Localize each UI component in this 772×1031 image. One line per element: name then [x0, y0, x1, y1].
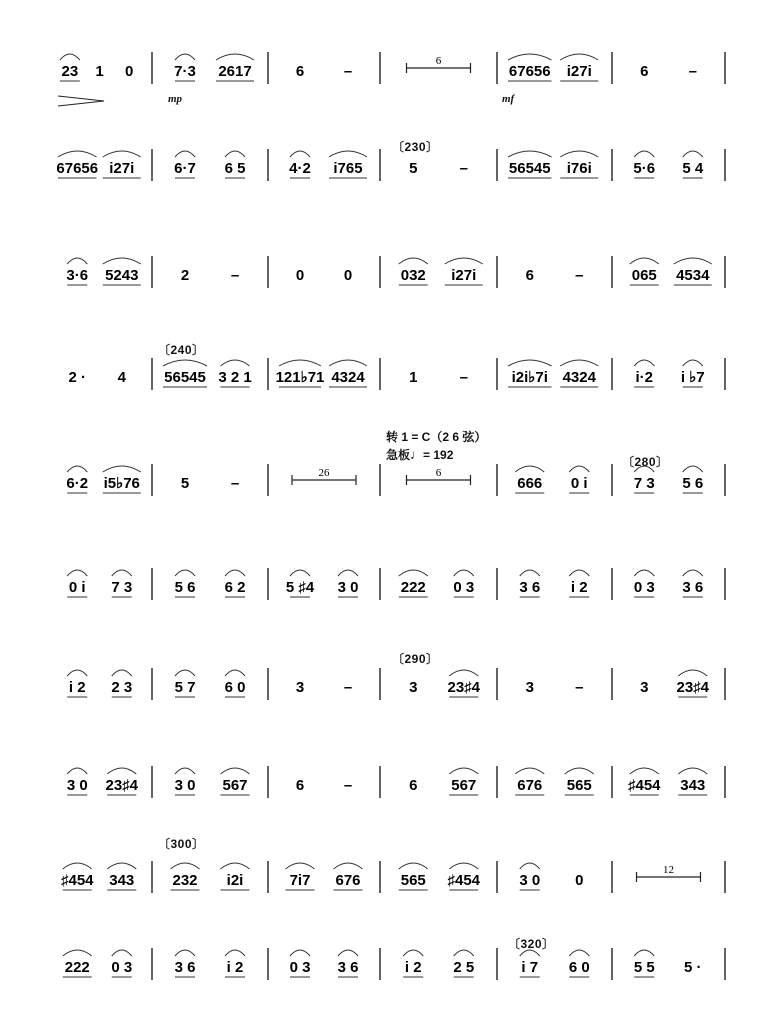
- dynamic-mp: mp: [168, 93, 183, 105]
- rehearsal-mark-300: 〔300〕: [158, 837, 205, 851]
- slur: [569, 950, 589, 956]
- note-group: i76i: [566, 160, 592, 177]
- note-group: 3 0: [174, 777, 196, 794]
- slur: [399, 570, 428, 576]
- note-group: 567: [222, 777, 248, 794]
- note-group: 56545: [164, 369, 206, 386]
- note-group: 3 6: [682, 579, 704, 596]
- rehearsal-mark-240: 〔240〕: [158, 343, 205, 357]
- slur: [445, 258, 483, 264]
- note-group: 5·6: [633, 160, 656, 177]
- note-group: i·2: [635, 369, 654, 386]
- note-group: 565: [400, 872, 426, 889]
- note-group: 121♭71: [275, 369, 325, 386]
- note-group: 5 ♯4: [285, 579, 315, 596]
- slur: [683, 360, 703, 366]
- slur: [454, 570, 474, 576]
- note-group: 0 i: [68, 579, 86, 596]
- slur: [329, 360, 367, 366]
- slur: [63, 950, 92, 956]
- note-group: 0: [343, 267, 353, 284]
- note-group: 3·6: [66, 267, 89, 284]
- slur: [569, 466, 589, 472]
- slur: [634, 151, 654, 157]
- slur: [338, 570, 358, 576]
- note-group: –: [343, 679, 353, 696]
- note-group: i765: [333, 160, 363, 177]
- note-group: 065: [631, 267, 657, 284]
- note-group: 6 2: [224, 579, 246, 596]
- slur: [286, 863, 315, 869]
- rehearsal-mark-290: 〔290〕: [392, 652, 439, 666]
- note-group: 3: [295, 679, 305, 696]
- multi-measure-rest: [292, 467, 356, 485]
- note-group: 3: [640, 679, 649, 696]
- quarter-note-icon: ♩: [410, 447, 424, 462]
- dynamic-mf: mf: [502, 93, 515, 105]
- slur: [63, 863, 92, 869]
- note-group: 23: [61, 63, 79, 80]
- note-group: 567: [451, 777, 477, 794]
- note-group: –: [343, 777, 353, 794]
- note-group: 4·2: [289, 160, 311, 177]
- slur: [67, 670, 87, 676]
- note-group: 5243: [105, 267, 139, 284]
- note-group: 7 3: [633, 475, 655, 492]
- tempo-label: [386, 446, 453, 463]
- note-group: 032: [400, 267, 426, 284]
- slur: [67, 768, 87, 774]
- slur: [329, 151, 367, 157]
- slur: [67, 466, 87, 472]
- note-group: –: [459, 369, 468, 386]
- note-group: i2i♭7i: [511, 369, 548, 386]
- slur: [515, 466, 544, 472]
- note-group: 6: [295, 63, 305, 80]
- note-group: –: [230, 475, 240, 492]
- note-group: 7·3: [174, 63, 196, 80]
- note-group: 2: [180, 267, 190, 284]
- note-group: 3 6: [519, 579, 541, 596]
- note-group: ♯454: [447, 872, 481, 889]
- note-group: i27i: [109, 160, 135, 177]
- note-group: 343: [680, 777, 706, 794]
- note-group: 666: [517, 475, 543, 492]
- note-group: 23♯4: [676, 679, 710, 696]
- slur: [508, 54, 552, 60]
- note-group: 0: [575, 872, 584, 889]
- note-group: 5 4: [682, 160, 704, 177]
- note-group: 2617: [218, 63, 252, 80]
- note-group: i ♭7: [680, 369, 705, 386]
- note-group: –: [688, 63, 697, 80]
- rest-count: 12: [663, 864, 674, 876]
- slur: [290, 151, 310, 157]
- note-group: 6 0: [568, 959, 590, 976]
- slur: [569, 570, 589, 576]
- slur: [674, 258, 712, 264]
- slur: [107, 768, 136, 774]
- slur: [225, 151, 245, 157]
- note-group: 676: [335, 872, 361, 889]
- note-group: 676: [517, 777, 543, 794]
- slur: [508, 151, 552, 157]
- note-group: 5 7: [174, 679, 196, 696]
- rest-count: 26: [318, 467, 330, 479]
- note-group: i 2: [68, 679, 86, 696]
- note-group: 3 0: [519, 872, 541, 889]
- note-group: 6: [295, 777, 305, 794]
- multi-measure-rest: [407, 467, 471, 485]
- score-system: [61, 861, 725, 893]
- note-group: 222: [400, 579, 426, 596]
- slur: [103, 258, 141, 264]
- note-group: 23♯4: [105, 777, 139, 794]
- multi-measure-rest: [637, 864, 701, 882]
- note-group: 0: [295, 267, 305, 284]
- note-group: 3 0: [337, 579, 359, 596]
- note-group: ♯454: [60, 872, 94, 889]
- slur: [175, 670, 195, 676]
- slur: [634, 570, 654, 576]
- slur: [58, 151, 97, 157]
- score-system: [60, 52, 725, 84]
- note-group: –: [230, 267, 240, 284]
- note-group: 232: [172, 872, 198, 889]
- note-group: i5♭76: [103, 475, 140, 492]
- slur: [221, 768, 250, 774]
- slur: [290, 950, 310, 956]
- note-group: 1: [409, 369, 418, 386]
- note-group: i 2: [404, 959, 422, 976]
- slur: [403, 950, 423, 956]
- note-group: 2 3: [111, 679, 133, 696]
- slur: [175, 950, 195, 956]
- decrescendo-hairpin: [58, 96, 104, 106]
- note-group: 6: [409, 777, 418, 794]
- note-group: i2i: [226, 872, 244, 889]
- slur: [221, 360, 250, 366]
- rehearsal-mark-320: 〔320〕: [508, 937, 555, 951]
- note-group: 4534: [676, 267, 710, 284]
- rest-count: 6: [435, 467, 442, 479]
- note-group: 56545: [508, 160, 551, 177]
- note-group: 4324: [562, 369, 596, 386]
- score-system: [66, 256, 725, 288]
- slur: [107, 863, 136, 869]
- note-group: 2 ·: [68, 369, 87, 386]
- note-group: 5 6: [682, 475, 704, 492]
- score-system: [67, 766, 725, 798]
- slur: [290, 570, 310, 576]
- note-group: –: [575, 267, 584, 284]
- score-system: [67, 568, 725, 600]
- note-group: 3: [409, 679, 418, 696]
- slur: [630, 768, 659, 774]
- rehearsal-mark-230: 〔230〕: [392, 140, 439, 154]
- slur: [225, 950, 245, 956]
- slur: [560, 54, 598, 60]
- slur: [175, 54, 195, 60]
- note-group: ♯454: [627, 777, 661, 794]
- note-group: i 7: [521, 959, 539, 976]
- note-group: 6 0: [224, 679, 246, 696]
- slur: [683, 466, 703, 472]
- note-group: 0: [124, 63, 134, 80]
- slur: [449, 670, 478, 676]
- note-group: 6·2: [66, 475, 89, 492]
- slur: [399, 258, 428, 264]
- note-group: i 2: [570, 579, 588, 596]
- score-system: [56, 149, 725, 181]
- note-group: i27i: [451, 267, 477, 284]
- slur: [163, 360, 207, 366]
- slur: [449, 863, 478, 869]
- score-system: [68, 358, 725, 390]
- slur: [103, 151, 141, 157]
- tempo-term: 急板: [386, 448, 411, 462]
- note-group: i27i: [566, 63, 592, 80]
- note-group: 6·7: [174, 160, 196, 177]
- slur: [630, 258, 659, 264]
- multi-measure-rest: [407, 55, 471, 73]
- slur: [112, 950, 132, 956]
- note-group: 0 3: [633, 579, 655, 596]
- note-group: i 2: [226, 959, 244, 976]
- note-group: 67656: [508, 63, 551, 80]
- slur: [449, 768, 478, 774]
- slur: [221, 863, 250, 869]
- note-group: 6: [525, 267, 534, 284]
- slur: [279, 360, 321, 366]
- note-group: 5 5: [633, 959, 655, 976]
- slur: [515, 768, 544, 774]
- slur: [67, 258, 87, 264]
- slur: [225, 570, 245, 576]
- slur: [112, 570, 132, 576]
- note-group: 565: [566, 777, 592, 794]
- note-group: 3 6: [174, 959, 196, 976]
- slur: [175, 570, 195, 576]
- note-group: –: [343, 63, 353, 80]
- rest-count: 6: [435, 55, 442, 67]
- note-group: 0 3: [289, 959, 311, 976]
- note-group: 23♯4: [447, 679, 481, 696]
- note-group: 6: [640, 63, 649, 80]
- note-group: 4: [117, 369, 126, 386]
- note-group: 343: [109, 872, 135, 889]
- slur: [678, 768, 707, 774]
- note-group: 3 2 1: [218, 369, 252, 386]
- slur: [103, 466, 141, 472]
- note-group: 5 ·: [683, 959, 702, 976]
- slur: [560, 360, 598, 366]
- slur: [175, 768, 195, 774]
- note-group: –: [575, 679, 584, 696]
- note-group: 5 6: [174, 579, 196, 596]
- score-system: [67, 668, 725, 700]
- slur: [683, 151, 703, 157]
- note-group: –: [459, 160, 468, 177]
- note-group: 3: [525, 679, 534, 696]
- slur: [560, 151, 598, 157]
- slur: [565, 768, 594, 774]
- note-group: 6 5: [224, 160, 246, 177]
- note-group: 3 6: [337, 959, 359, 976]
- slur: [678, 670, 707, 676]
- note-group: 5: [409, 160, 418, 177]
- slur: [634, 360, 654, 366]
- score-system: [63, 948, 725, 980]
- note-group: 2 5: [453, 959, 475, 976]
- note-group: 0 i: [570, 475, 588, 492]
- note-group: 4324: [331, 369, 365, 386]
- slur: [225, 670, 245, 676]
- rehearsal-mark-280: 〔280〕: [622, 455, 669, 469]
- slur: [454, 950, 474, 956]
- key-change-label: 转 1 = C（2 6 弦）: [386, 430, 487, 444]
- slur: [175, 151, 195, 157]
- note-group: 1: [95, 63, 104, 80]
- tempo-value: = 192: [423, 448, 454, 462]
- slur: [171, 863, 200, 869]
- slur: [60, 54, 80, 60]
- note-group: 5: [180, 475, 190, 492]
- slur: [67, 570, 87, 576]
- slur: [508, 360, 552, 366]
- slur: [683, 570, 703, 576]
- note-group: 67656: [56, 160, 99, 177]
- note-group: 0 3: [111, 959, 133, 976]
- slur: [520, 863, 540, 869]
- slur: [112, 670, 132, 676]
- note-group: 3 0: [66, 777, 88, 794]
- note-group: 7i7: [289, 872, 311, 889]
- note-group: 0 3: [453, 579, 475, 596]
- slur: [399, 863, 428, 869]
- slur: [216, 54, 254, 60]
- slur: [634, 950, 654, 956]
- note-group: 222: [64, 959, 90, 976]
- slur: [520, 570, 540, 576]
- note-group: 7 3: [111, 579, 133, 596]
- slur: [338, 950, 358, 956]
- slur: [334, 863, 363, 869]
